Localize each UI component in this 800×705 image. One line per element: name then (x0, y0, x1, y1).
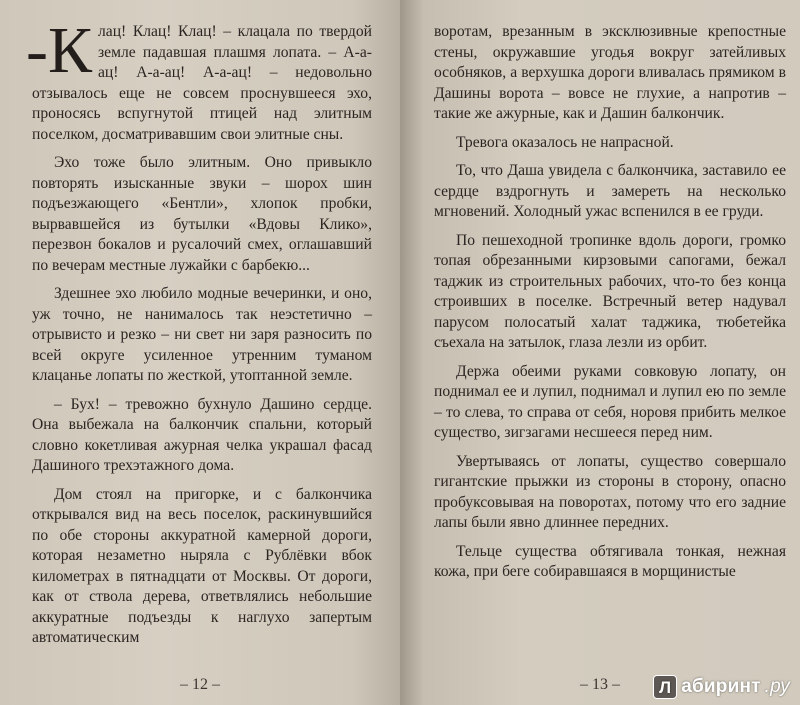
paragraph: То, что Даша увидела с балкончика, заставило ее сердце вздрогнуть и замереть на несколько мгновений. Холодный ужас вспенился в ее груди. (434, 162, 786, 220)
right-page (400, 0, 800, 705)
paragraph: Тельце существа обтягивала тонкая, нежная кожа, при беге собиравшаяся в морщинистые (434, 542, 786, 580)
opening-paragraph (26, 14, 372, 145)
paragraph: воротам, врезанным в эксклюзивные крепостные стены, окружавшие угодья вокруг затейливых особняков, а верхушка дороги вливалась прямиком в Дашины ворота – вовсе не глухие, а напротив – такие же ажурные, как и Дашин балкончик. (434, 23, 786, 122)
paragraph: Здешнее эхо любило модные вечеринки, и оно, уж точно, не нанималось так неэстетично – отрывисто и резко – ни свет ни заря разносить по всей округе усиленное утренним туманом клацанье лопаты по жесткой, утоптанной земле. (32, 285, 372, 384)
labirint-logo-icon: Л (653, 675, 677, 699)
paragraph: – Бух! – тревожно бухнуло Дашино сердце. Она выбежала на балкончик спальни, который словно кокетливая ажурная челка украшал фасад Дашиного трехэтажного дома. (32, 395, 372, 474)
paragraph: Дом стоял на пригорке, и с балкончика открывался вид на весь поселок, раскинувшийся по обе стороны аккуратной камерной дороги, которая незаметно ныряла с Рублёвки вбок километрах в пятнадцати от Москвы. От дороги, как от ствола дерева, ответвлялись небольшие аккуратные подъезды к наглухо запертым автоматическим (32, 485, 372, 646)
paragraph: По пешеходной тропинке вдоль дороги, громко топая обрезанными кирзовыми сапогами, бежал таджик из строительных рабочих, что-то без конца строивших в поселке. Встречный ветер надувал парусом полосатый халат таджика, тюбетейка съехала на затылок, глаза лезли из орбит. (434, 231, 786, 351)
page-number-right: – 13 – (580, 675, 620, 693)
watermark-suffix: .ру (764, 676, 790, 697)
labirint-watermark (653, 675, 790, 699)
paragraph: Держа обеими руками совковую лопату, он поднимал ее и лупил, поднимал и лупил ею по земле – то слева, то справа от себя, норовя прибить мелкое существо, зигзагами несшееся перед ним. (434, 362, 786, 441)
paragraph: Эхо тоже было элитным. Оно привыкло повторять изысканные звуки – шорох шин подъезжающего «Бентли», хлопок пробки, вырвавшейся из бутылки «Вдовы Клико», перезвон бокалов и русалочий смех, оглашавший по вечерам местные лужайки с барбекю... (32, 154, 372, 274)
opening-text: лац! Клац! Клац! – клацала по твердой земле падавшая плашмя лопата. – А-а-ац! А-а-ац! А-а-ац! – недовольно отзывалось еще не совсем проснувшееся эхо, проносясь вспугнутой птицей над элитным поселком, досматривавшим свои элитные сны. (32, 23, 372, 143)
drop-cap: -К (26, 14, 92, 87)
page-number-left: – 12 – (180, 675, 220, 693)
watermark-name: абиринт (681, 676, 761, 697)
paragraph: Увертываясь от лопаты, существо совершало гигантские прыжки из стороны в сторону, опасно пробуксовывая на поворотах, потому что его задние лапы были явно длиннее передних. (434, 452, 786, 531)
paragraph: Тревога оказалось не напрасной. (456, 133, 674, 151)
